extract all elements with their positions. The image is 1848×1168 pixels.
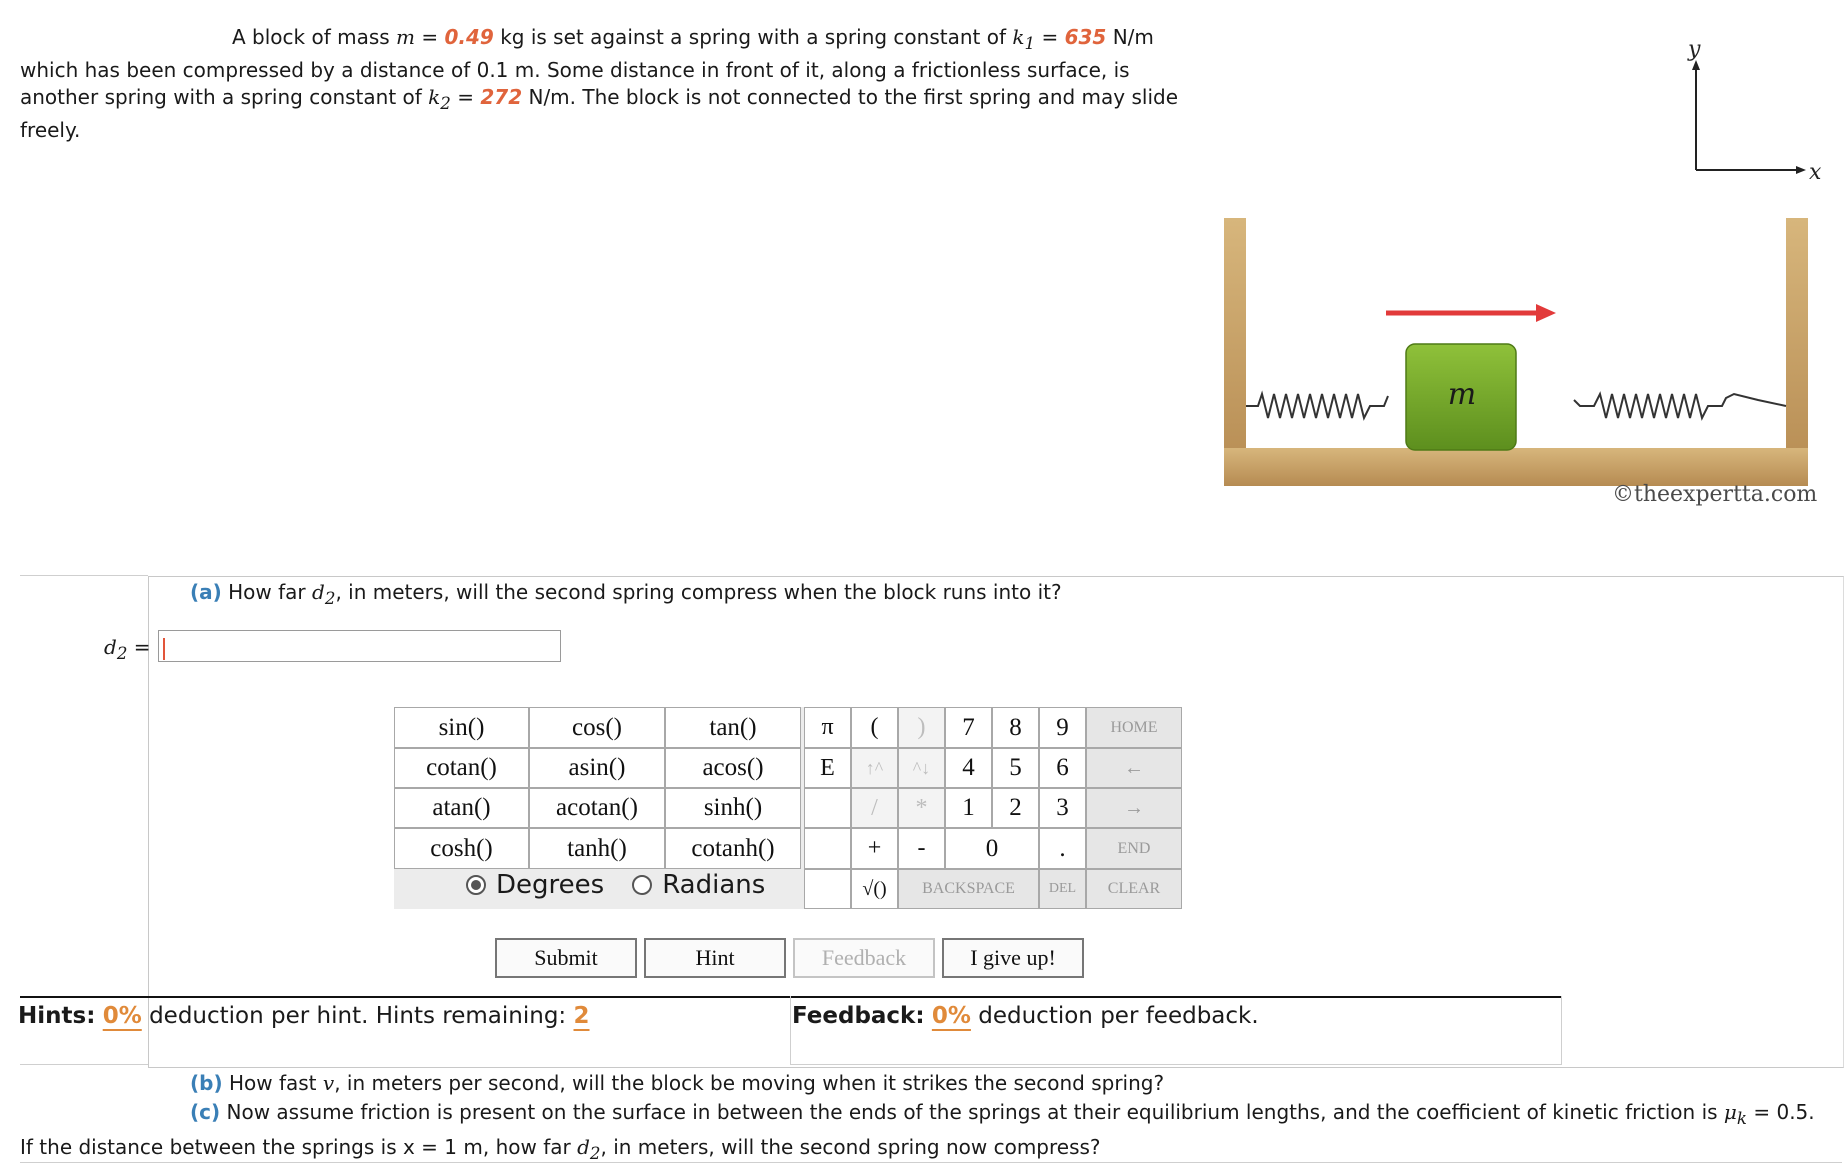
part-a-question: (a) How far $d_2$, in meters, will the second spring compress when the block runs into it? bbox=[190, 580, 1062, 608]
blank-key bbox=[804, 828, 851, 869]
right-arrow-key[interactable]: → bbox=[1086, 788, 1182, 828]
acos-key[interactable]: acos() bbox=[665, 748, 801, 788]
mass-value: 0.49 bbox=[444, 25, 494, 49]
block-label: m bbox=[1447, 377, 1477, 412]
k2-value: 272 bbox=[480, 85, 523, 109]
sqrt-key[interactable]: √() bbox=[851, 869, 898, 909]
digit-7-key[interactable]: 7 bbox=[945, 707, 992, 748]
answer-input[interactable] bbox=[158, 630, 561, 662]
degrees-label: Degrees bbox=[496, 870, 605, 900]
tanh-key[interactable]: tanh() bbox=[529, 828, 665, 869]
asin-key[interactable]: asin() bbox=[529, 748, 665, 788]
subscript-key[interactable]: ^↓ bbox=[898, 748, 945, 788]
cotan-key[interactable]: cotan() bbox=[394, 748, 529, 788]
k1-value: 635 bbox=[1064, 25, 1107, 49]
separator bbox=[20, 1064, 148, 1065]
hints-remaining: 2 bbox=[573, 1003, 590, 1029]
sinh-key[interactable]: sinh() bbox=[665, 788, 801, 828]
later-parts: (b) How fast v, in meters per second, will the block be moving when it strikes the second spring? (c) Now assume friction is present on the surface in between the ends of the springs at their equilibrium lengths, and the coefficient of kinetic friction is $\mu_k = 0.5$. If the distance between the springs is x = 1 m, how far $d_2$, in meters, will the second spring now compress? bbox=[20, 1071, 1815, 1163]
text-cursor bbox=[163, 638, 165, 660]
left-arrow-key[interactable]: ← bbox=[1086, 748, 1182, 788]
hints-status: Hints: 0% deduction per hint. Hints remaining: 2 bbox=[18, 1003, 590, 1029]
pi-key[interactable]: π bbox=[804, 707, 851, 748]
end-key[interactable]: END bbox=[1086, 828, 1182, 869]
atan-key[interactable]: atan() bbox=[394, 788, 529, 828]
spring-block-figure bbox=[1218, 28, 1830, 518]
left-paren-key[interactable]: ( bbox=[851, 707, 898, 748]
clear-key[interactable]: CLEAR bbox=[1086, 869, 1182, 909]
copyright-text: ©theexpertta.com bbox=[1612, 482, 1818, 507]
multiply-key[interactable]: * bbox=[898, 788, 945, 828]
angle-mode bbox=[466, 870, 765, 900]
del-key[interactable]: DEL bbox=[1039, 869, 1086, 909]
radians-label: Radians bbox=[662, 870, 766, 900]
digit-2-key[interactable]: 2 bbox=[992, 788, 1039, 828]
digit-3-key[interactable]: 3 bbox=[1039, 788, 1086, 828]
axis-x-label: x bbox=[1809, 160, 1822, 185]
digit-9-key[interactable]: 9 bbox=[1039, 707, 1086, 748]
home-key[interactable]: HOME bbox=[1086, 707, 1182, 748]
right-paren-key[interactable]: ) bbox=[898, 707, 945, 748]
degrees-radio[interactable] bbox=[466, 875, 486, 895]
sin-key[interactable]: sin() bbox=[394, 707, 529, 748]
cosh-key[interactable]: cosh() bbox=[394, 828, 529, 869]
left-spring-icon bbox=[1246, 394, 1388, 418]
axes-icon bbox=[1687, 37, 1822, 185]
radians-radio[interactable] bbox=[632, 875, 652, 895]
give-up-button[interactable]: I give up! bbox=[942, 938, 1084, 978]
digit-5-key[interactable]: 5 bbox=[992, 748, 1039, 788]
cos-key[interactable]: cos() bbox=[529, 707, 665, 748]
digit-1-key[interactable]: 1 bbox=[945, 788, 992, 828]
separator bbox=[20, 575, 148, 576]
digit-0-key[interactable]: 0 bbox=[945, 828, 1039, 869]
minus-key[interactable]: - bbox=[898, 828, 945, 869]
blank-key bbox=[804, 869, 851, 909]
submit-button[interactable]: Submit bbox=[495, 938, 637, 978]
cotanh-key[interactable]: cotanh() bbox=[665, 828, 801, 869]
axis-y-label: y bbox=[1688, 37, 1701, 62]
feedback-button[interactable]: Feedback bbox=[793, 938, 935, 978]
right-spring-icon bbox=[1574, 394, 1786, 418]
problem-statement: A block of mass m = 0.49 kg is set against a spring with a spring constant of $k_1 = 635$ N/m which has been compressed by a distance of 0.1 m. Some distance in front of it, along a frictionless surface, is another spring with a spring constant of $k_2 = 272$ N/m. The block is not connected to the first spring and may slide freely. bbox=[20, 25, 1179, 142]
e-key[interactable]: E bbox=[804, 748, 851, 788]
acotan-key[interactable]: acotan() bbox=[529, 788, 665, 828]
digit-4-key[interactable]: 4 bbox=[945, 748, 992, 788]
backspace-key[interactable]: BACKSPACE bbox=[898, 869, 1039, 909]
blank-key bbox=[804, 788, 851, 828]
digit-6-key[interactable]: 6 bbox=[1039, 748, 1086, 788]
answer-label: $d_2$ = bbox=[104, 635, 151, 663]
plus-key[interactable]: + bbox=[851, 828, 898, 869]
feedback-status: Feedback: 0% deduction per feedback. bbox=[792, 1003, 1259, 1029]
tan-key[interactable]: tan() bbox=[665, 707, 801, 748]
power-key[interactable]: ↑^ bbox=[851, 748, 898, 788]
digit-8-key[interactable]: 8 bbox=[992, 707, 1039, 748]
divide-key[interactable]: / bbox=[851, 788, 898, 828]
hint-button[interactable]: Hint bbox=[644, 938, 786, 978]
decimal-key[interactable]: . bbox=[1039, 828, 1086, 869]
